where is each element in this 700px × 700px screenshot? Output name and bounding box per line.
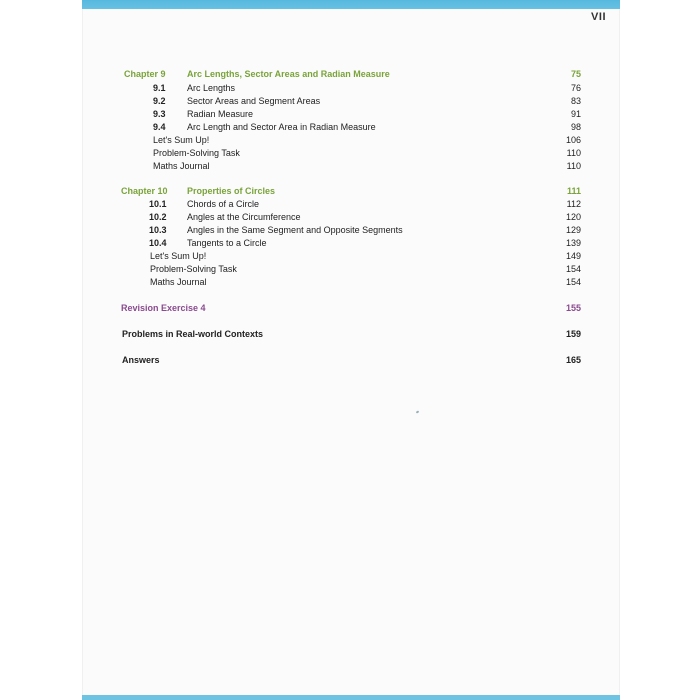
answers-title: Answers — [122, 355, 160, 365]
extra-page-number: 154 — [565, 277, 581, 287]
extra-row[interactable] — [120, 263, 581, 276]
extra-page-number: 106 — [565, 135, 581, 145]
section-title: Arc Lengths — [187, 83, 236, 93]
revision-title: Revision Exercise 4 — [121, 303, 206, 313]
section-title: Angles in the Same Segment and Opposite Segments — [187, 225, 403, 235]
section-title: Tangents to a Circle — [187, 238, 267, 248]
section-number: 10.2 — [149, 212, 167, 222]
extra-page-number: 149 — [565, 251, 581, 261]
section-page-number: 76 — [570, 83, 581, 93]
extra-title: Let's Sum Up! — [153, 135, 210, 145]
revision-page-number: 155 — [565, 303, 581, 313]
extra-row[interactable] — [120, 147, 581, 160]
top-color-band — [82, 0, 620, 9]
section-title: Radian Measure — [187, 109, 254, 119]
answers-row[interactable] — [120, 354, 581, 367]
section-number: 9.3 — [153, 109, 166, 119]
extra-title: Let's Sum Up! — [150, 251, 207, 261]
section-title: Arc Length and Sector Area in Radian Measure — [187, 122, 376, 132]
extra-row[interactable] — [120, 250, 581, 263]
section-number: 10.3 — [149, 225, 167, 235]
chapter-page-number: 75 — [570, 69, 581, 79]
section-page-number: 112 — [566, 199, 581, 209]
extra-title: Maths Journal — [153, 161, 210, 171]
section-title: Chords of a Circle — [187, 199, 260, 209]
extra-row[interactable] — [120, 276, 581, 289]
extra-title: Maths Journal — [150, 277, 207, 287]
extra-row[interactable] — [120, 160, 581, 173]
section-page-number: 83 — [570, 96, 581, 106]
extra-title: Problem-Solving Task — [150, 264, 237, 274]
revision-row[interactable] — [120, 302, 581, 315]
section-row[interactable] — [120, 121, 581, 134]
chapter-row[interactable] — [120, 185, 581, 198]
section-row[interactable] — [120, 211, 581, 224]
extra-row[interactable] — [120, 134, 581, 147]
section-row[interactable] — [120, 108, 581, 121]
section-row[interactable] — [120, 198, 581, 211]
answers-page-number: 165 — [565, 355, 581, 365]
section-page-number: 120 — [565, 212, 581, 222]
chapter-title: Properties of Circles — [187, 186, 276, 196]
problems-page-number: 159 — [565, 329, 581, 339]
problems-title: Problems in Real-world Contexts — [122, 329, 264, 339]
page-number-roman: VII — [591, 11, 606, 23]
section-number: 10.1 — [149, 199, 167, 209]
section-row[interactable] — [120, 82, 581, 95]
section-page-number: 91 — [570, 109, 581, 119]
section-number: 9.4 — [153, 122, 166, 132]
section-page-number: 98 — [570, 122, 581, 132]
problems-row[interactable] — [120, 328, 581, 341]
section-row[interactable] — [120, 237, 581, 250]
chapter-title: Arc Lengths, Sector Areas and Radian Measure — [187, 69, 390, 79]
chapter-page-number: 111 — [566, 186, 581, 196]
chapter-row[interactable] — [120, 68, 581, 81]
section-title: Sector Areas and Segment Areas — [187, 96, 321, 106]
section-page-number: 129 — [565, 225, 581, 235]
extra-page-number: 154 — [565, 264, 581, 274]
extra-page-number: 110 — [566, 148, 581, 158]
section-number: 9.1 — [153, 83, 166, 93]
section-number: 10.4 — [149, 238, 167, 248]
section-row[interactable] — [120, 224, 581, 237]
section-title: Angles at the Circumference — [187, 212, 301, 222]
section-number: 9.2 — [153, 96, 166, 106]
bottom-color-band — [82, 695, 620, 700]
section-row[interactable] — [120, 95, 581, 108]
chapter-label: Chapter 9 — [124, 69, 166, 79]
chapter-label: Chapter 10 — [121, 186, 168, 196]
section-page-number: 139 — [565, 238, 581, 248]
extra-title: Problem-Solving Task — [153, 148, 240, 158]
extra-page-number: 110 — [566, 161, 581, 171]
